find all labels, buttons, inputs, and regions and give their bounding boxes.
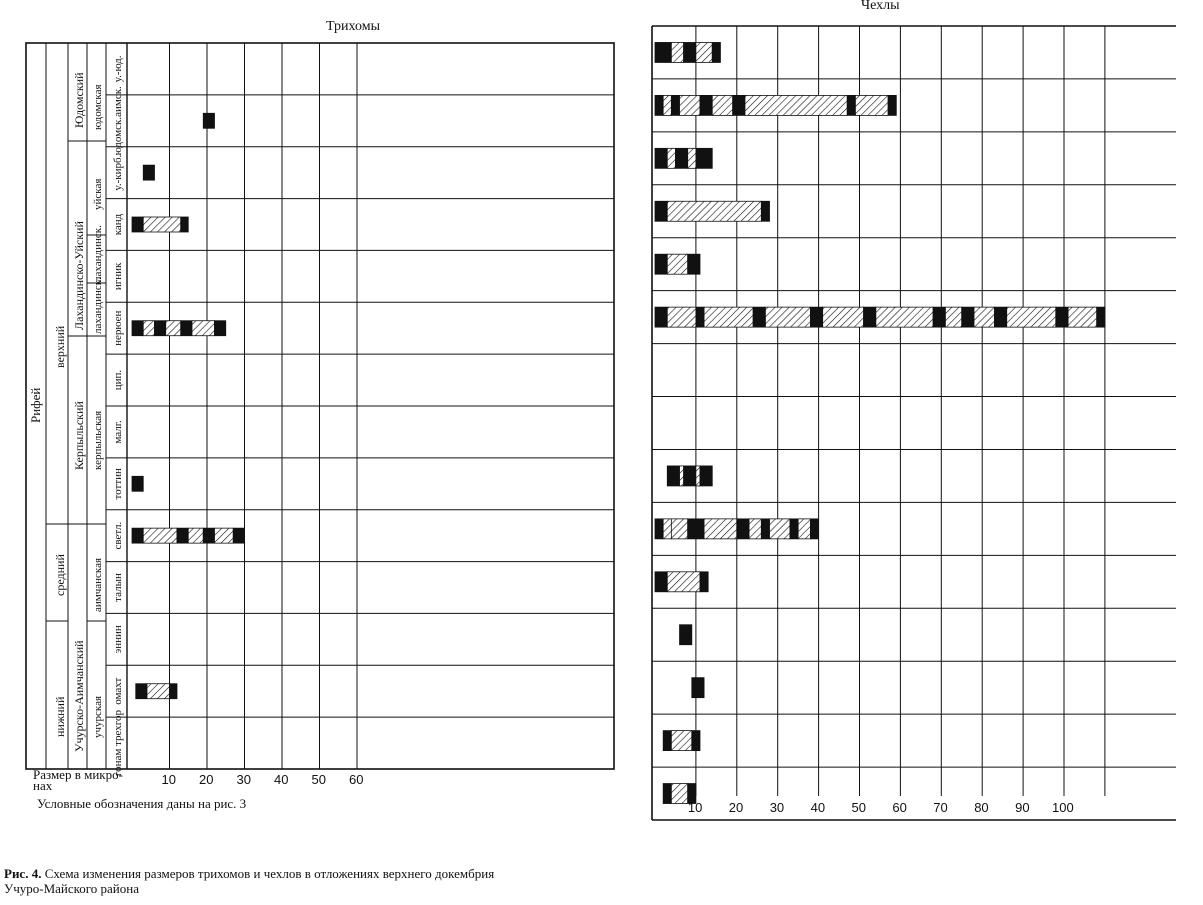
sheath-tick-label: 50 — [851, 800, 866, 815]
trichome-solid-segment — [215, 321, 226, 336]
sheath-tick-label: 40 — [810, 800, 826, 815]
formation-label: юдомск.аимск. — [112, 86, 124, 156]
sheath-solid-segment — [1097, 307, 1105, 327]
trichome-solid-segment — [170, 684, 178, 699]
sheath-solid-segment — [663, 784, 671, 804]
formation-label: эннин — [112, 625, 124, 654]
sheath-solid-segment — [692, 678, 704, 698]
size-axis-label-line1: Размер в микро- — [33, 767, 123, 782]
sheath-solid-segment — [753, 307, 765, 327]
sheath-hatched-segment — [770, 519, 790, 539]
sheath-hatched-segment — [823, 307, 864, 327]
formation-label: омахт — [112, 677, 124, 705]
sheath-hatched-segment — [671, 519, 687, 539]
trichome-solid-segment — [177, 528, 188, 543]
formation-label: гонам трехгор — [112, 710, 124, 777]
sheath-solid-segment — [888, 95, 896, 115]
sheath-solid-segment — [994, 307, 1006, 327]
trichome-solid-segment — [233, 528, 244, 543]
subseries-label-kerpylskaya: керпыльская — [92, 410, 104, 470]
sheath-solid-segment — [933, 307, 945, 327]
series-label-lakhanda: Лахандинско-Уйский — [72, 221, 86, 330]
sheath-tick-label: 70 — [933, 800, 948, 815]
subseries-label-aimchanskaya: аимчанская — [92, 557, 104, 612]
sheath-solid-segment — [655, 572, 667, 592]
trichome-solid-segment — [143, 165, 154, 180]
trichome-tick-label: 40 — [274, 772, 289, 787]
sheath-hatched-segment — [667, 201, 761, 221]
formation-label: у.-кирб. — [112, 154, 124, 191]
sheath-hatched-segment — [671, 731, 691, 751]
sheath-solid-segment — [810, 519, 818, 539]
sheath-hatched-segment — [798, 519, 810, 539]
trichome-solid-segment — [181, 217, 189, 232]
sheath-hatched-segment — [712, 95, 732, 115]
trichome-solid-segment — [203, 528, 214, 543]
sheath-solid-segment — [737, 519, 749, 539]
sheath-hatched-segment — [663, 95, 671, 115]
trichome-solid-segment — [203, 113, 214, 128]
sheath-hatched-segment — [667, 572, 700, 592]
sheath-hatched-segment — [671, 42, 683, 62]
trichome-solid-segment — [132, 321, 143, 336]
formation-label: у.-юд. — [112, 55, 124, 83]
sheath-hatched-segment — [671, 784, 687, 804]
trichome-panel — [26, 43, 614, 787]
sheath-solid-segment — [761, 519, 769, 539]
sheath-tick-label: 90 — [1015, 800, 1030, 815]
sheath-tick-label: 100 — [1052, 800, 1074, 815]
series-label-yudoma: Юдомский — [72, 72, 86, 128]
trichome-solid-segment — [181, 321, 192, 336]
sheath-ticks — [688, 800, 1074, 815]
trichome-tick-label: 50 — [311, 772, 326, 787]
caption-line2: Учуро-Майского района — [4, 881, 139, 896]
sheath-hatched-segment — [745, 95, 847, 115]
sheaths-title: Чехлы — [861, 0, 900, 13]
sheath-tick-label: 10 — [687, 800, 703, 815]
sheath-solid-segment — [692, 731, 700, 751]
sheath-solid-segment — [688, 519, 704, 539]
sheath-solid-segment — [655, 42, 671, 62]
sheath-solid-segment — [671, 95, 679, 115]
part-label-upper: верхний — [53, 325, 67, 368]
size-axis-label-line2: нах — [33, 778, 53, 793]
sheath-hatched-segment — [680, 95, 700, 115]
trichome-hatched-segment — [192, 321, 215, 336]
sheath-hatched-segment — [765, 307, 810, 327]
trichome-solid-segment — [132, 528, 143, 543]
trichome-solid-segment — [132, 217, 143, 232]
sheath-solid-segment — [688, 254, 700, 274]
trichome-hatched-segment — [143, 321, 154, 336]
trichome-ticks — [162, 772, 364, 787]
sheath-hatched-segment — [663, 519, 671, 539]
formation-label: светл. — [112, 521, 124, 550]
sheath-solid-segment — [655, 307, 667, 327]
trichome-solid-segment — [155, 321, 166, 336]
sheath-tick-label: 80 — [974, 800, 989, 815]
legend-note: Условные обозначения даны на рис. 3 — [37, 796, 247, 811]
formation-label: нерюен — [112, 310, 124, 346]
sheath-hatched-segment — [1068, 307, 1097, 327]
trichome-tick-label: 60 — [349, 772, 364, 787]
sheath-solid-segment — [663, 731, 671, 751]
sheath-solid-segment — [675, 148, 687, 168]
trichome-tick-label: 20 — [199, 772, 214, 787]
formation-label: игник — [112, 262, 124, 291]
sheath-hatched-segment — [945, 307, 961, 327]
part-label-lower: нижний — [53, 696, 67, 737]
subseries-label-yudomskaya: юдомская — [92, 84, 104, 130]
trichome-hatched-segment — [215, 528, 234, 543]
trichome-hatched-segment — [143, 217, 181, 232]
sheath-solid-segment — [655, 254, 667, 274]
subseries-label-lakh-1: лахандинск. — [92, 225, 104, 282]
sheath-solid-segment — [847, 95, 855, 115]
formation-label: тоттин — [112, 468, 124, 500]
sheath-bars — [655, 42, 1105, 803]
formation-label: малг. — [112, 420, 124, 444]
sheath-solid-segment — [655, 148, 667, 168]
formation-label: цип. — [112, 369, 124, 391]
series-label-uchur: Учурско-Аимчанский — [72, 640, 86, 752]
sheath-solid-segment — [655, 95, 663, 115]
sheath-solid-segment — [790, 519, 798, 539]
sheath-hatched-segment — [696, 42, 712, 62]
sheath-solid-segment — [1056, 307, 1068, 327]
sheath-solid-segment — [962, 307, 974, 327]
trichome-row-lines — [106, 95, 614, 717]
sheath-hatched-segment — [667, 148, 675, 168]
sheath-solid-segment — [700, 466, 712, 486]
sheath-hatched-segment — [667, 254, 687, 274]
sheath-hatched-segment — [855, 95, 888, 115]
sheath-tick-label: 30 — [769, 800, 785, 815]
subseries-label-uchurskaya: учурская — [92, 695, 104, 738]
sheath-hatched-segment — [704, 307, 753, 327]
sheath-hatched-segment — [876, 307, 933, 327]
formation-label: канд — [112, 213, 124, 236]
part-label-middle: средний — [53, 554, 67, 596]
caption-label: Рис. 4. — [4, 866, 42, 881]
trichome-solid-segment — [136, 684, 147, 699]
subseries-label-lakh-2: лахандинск. — [92, 277, 104, 334]
sheath-solid-segment — [733, 95, 745, 115]
sheath-hatched-segment — [667, 307, 696, 327]
sheath-hatched-segment — [1007, 307, 1056, 327]
trichome-solid-segment — [132, 476, 143, 491]
trichome-hatched-segment — [188, 528, 203, 543]
sheath-solid-segment — [761, 201, 769, 221]
sheath-row-lines — [652, 79, 1176, 767]
trichome-hatched-segment — [147, 684, 170, 699]
erathem-label: Рифей — [28, 387, 43, 423]
trichomes-title: Трихомы — [326, 19, 380, 34]
sheath-solid-segment — [667, 466, 679, 486]
caption-line1: Схема изменения размеров трихомов и чехлов в отложениях верхнего докембрия — [44, 866, 495, 881]
sheath-hatched-segment — [680, 466, 684, 486]
trichome-hatched-segment — [166, 321, 181, 336]
trichome-hatched-segment — [143, 528, 177, 543]
trichome-tick-label: 30 — [236, 772, 251, 787]
sheath-solid-segment — [696, 148, 712, 168]
sheath-solid-segment — [696, 307, 704, 327]
series-label-kerpyl: Керпыльский — [72, 401, 86, 470]
sheath-solid-segment — [655, 519, 663, 539]
sheath-hatched-segment — [974, 307, 994, 327]
sheath-hatched-segment — [704, 519, 737, 539]
sheath-solid-segment — [864, 307, 876, 327]
sheath-solid-segment — [684, 466, 696, 486]
sheath-solid-segment — [680, 625, 692, 645]
sheath-tick-label: 60 — [892, 800, 907, 815]
sheath-solid-segment — [712, 42, 720, 62]
formation-labels — [112, 55, 124, 776]
sheath-solid-segment — [700, 572, 708, 592]
sheath-solid-segment — [700, 95, 712, 115]
trichome-tick-label: 10 — [161, 772, 176, 787]
sheath-solid-segment — [655, 201, 667, 221]
sheath-solid-segment — [684, 42, 696, 62]
formation-label: талын — [112, 573, 124, 602]
sheath-panel — [652, 26, 1176, 820]
sheath-solid-segment — [810, 307, 822, 327]
sheath-hatched-segment — [749, 519, 761, 539]
sheath-vgrid — [696, 26, 1105, 796]
sheath-hatched-segment — [696, 466, 700, 486]
sheath-tick-label: 20 — [728, 800, 744, 815]
subseries-label-uiskaya: уйская — [92, 178, 104, 210]
sheath-hatched-segment — [688, 148, 696, 168]
